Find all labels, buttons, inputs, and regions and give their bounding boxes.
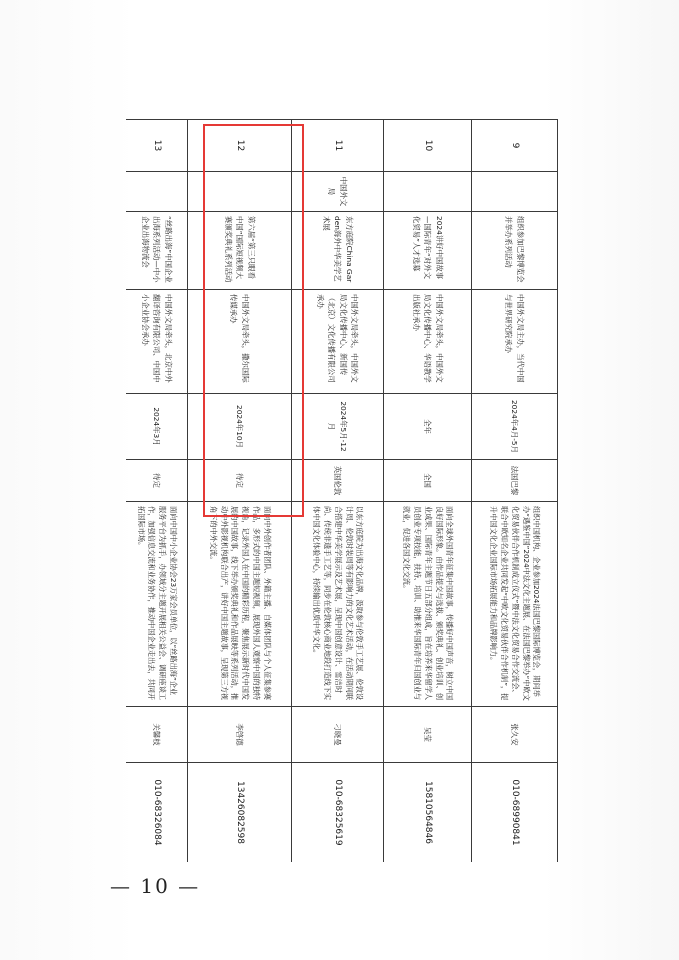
row-time: 2024年10月 <box>188 394 292 460</box>
row-phone: 010-68325619 <box>292 763 384 863</box>
row-activity-name: “丝路出海”中国企业出海系列活动—中小企业出海物流会 <box>126 212 188 290</box>
row-seq: 11 <box>292 120 384 172</box>
row-organizer: 中国外文局牵头，中国外文局文化传播中心、华语教学出版社承办 <box>384 290 472 394</box>
row-seq: 13 <box>126 120 188 172</box>
row-activity-name: 组织参加巴黎博览会并举办系列活动 <box>472 212 558 290</box>
row-time: 2024年4月-5月 <box>472 394 558 460</box>
row-time: 2024年3月 <box>126 394 188 460</box>
row-phone: 010-68326084 <box>126 763 188 863</box>
row-department <box>188 172 292 212</box>
row-seq: 12 <box>188 120 292 172</box>
row-department <box>126 172 188 212</box>
row-organizer: 中国外文局牵头，撒尔国际传媒承办 <box>188 290 292 394</box>
row-place: 全国 <box>384 460 472 502</box>
row-contact: 吴莹 <box>384 707 472 763</box>
row-phone: 13426082598 <box>188 763 292 863</box>
row-content: 面向全球外国青年征集中国故事，传播好中国声音，树立中国良好国际形象。由作品提交与选拔、颁奖典礼、创业培训、创业成果、国际青年主题节日五部分组成，旨在培养来华留学人员创业专项技能，扶持、培训、助推来华国际青年归国创业与就业，促进各国文化交流。 <box>384 502 472 707</box>
row-seq: 9 <box>472 120 558 172</box>
row-organizer: 中国外文局牵头，北京中外翻译咨询有限公司、中国中小企业协会承办 <box>126 290 188 394</box>
row-department <box>384 172 472 212</box>
row-department <box>472 172 558 212</box>
row-seq: 10 <box>384 120 472 172</box>
row-department: 中国外文局 <box>292 172 384 212</box>
table-row <box>126 120 188 863</box>
activity-table <box>126 119 558 862</box>
table-region <box>126 119 558 862</box>
row-activity-name: 2024讲好中国故事—国际青年“对外文化贸易”人才选募 <box>384 212 472 290</box>
row-content: 面向中国中小企业协会23万家会员单位，以“丝路出海”企业服务平台为抓手，办领域分主题开展相关公益会、调研座谈工作，加强信息交流和业务协作，推动中国企业走出去，共同开拓国际市场。 <box>126 502 188 707</box>
row-activity-name: 第六届“第三只眼看中国”国际短视频大赛颁奖典礼系列活动 <box>188 212 292 290</box>
row-contact: 张久安 <box>472 707 558 763</box>
row-place: 待定 <box>188 460 292 502</box>
row-content: 以东方庭院为出海文化品牌，汲取参与伦敦手工艺展、伦敦设计周、伦敦时装周等有影响力的文化艺术活动，在活动期间联合搭建中华美学展示及艺术展，呈现中国创意设计、雷洁时尚、传统非遗手工艺等，同步在伦敦核心商业地段打造线下实体中国文化体验中心，持续输出优质中华文化。 <box>292 502 384 707</box>
page-number: — 10 — <box>110 874 201 898</box>
row-place: 待定 <box>126 460 188 502</box>
row-phone: 010-68990841 <box>472 763 558 863</box>
row-content: 组织中国机构、企业参加2024法国巴黎国际博览会，期间举办“遇鉴中国”2024中法文化主题展、在法国巴黎举办“中欧文化贸易伙伴合作机制成立仪式”暨中法文化贸易合作交流会、联合中欧知名企业共同发起“中欧文化贸易伙伴合作机制”，提升中国文化企业国际市场拓展能力和品牌影响力。 <box>472 502 558 707</box>
row-contact: 关馨枝 <box>126 707 188 763</box>
row-contact: 李啓德 <box>188 707 292 763</box>
table-row <box>292 120 384 863</box>
row-contact: 刁晓曼 <box>292 707 384 763</box>
table-row <box>188 120 292 863</box>
row-place: 英国伦敦 <box>292 460 384 502</box>
table-row <box>384 120 472 863</box>
row-organizer: 中国外文局牵头，中国外文局文化传播中心、新国传（北京）文化传播有限公司承办 <box>292 290 384 394</box>
rotated-table-container <box>126 119 558 862</box>
row-place: 法国巴黎 <box>472 460 558 502</box>
table-row <box>472 120 558 863</box>
row-time: 2024年5月-12月 <box>292 394 384 460</box>
row-phone: 15810564846 <box>384 763 472 863</box>
row-content: 面向中外创作者团队、外籍主播、自媒体团队与个人征集参赛作品，多形式的中国主题短视频，展现外国人观察中国的独特视角，记录外国人在中国的精彩历程，聚焦展示新时代中国发展的中国故事，线下举办颁奖典礼和作品展映等系列活动，推动中外影视机构联合出产，讲好中国主题故事，呈现第三方视角下的中外交流。 <box>188 502 292 707</box>
row-activity-name: 东方庭院China Garden海外中华美学艺术展 <box>292 212 384 290</box>
row-time: 全年 <box>384 394 472 460</box>
row-organizer: 中国外文局主办，当代中国与世界研究院承办 <box>472 290 558 394</box>
